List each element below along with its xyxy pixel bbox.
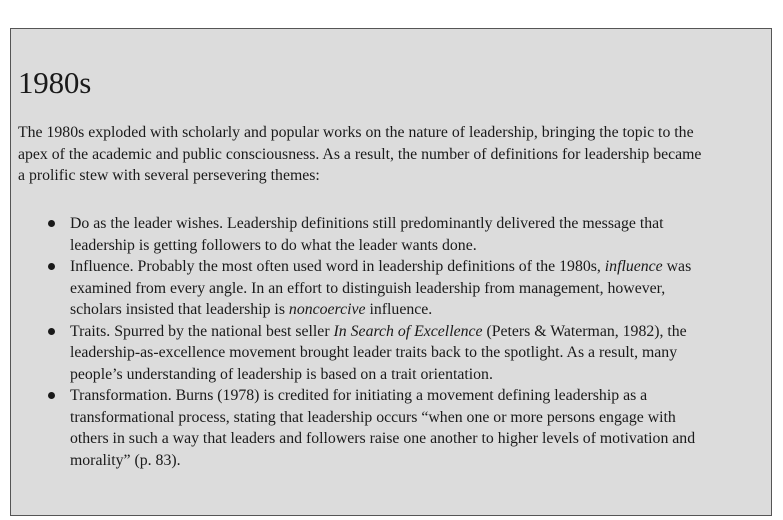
bullet-icon <box>48 220 55 227</box>
line-text: (Peters & Waterman, 1982), the <box>482 322 687 340</box>
text-box <box>10 28 772 516</box>
line-text: was <box>662 258 692 275</box>
emphasis-text: noncoercive <box>288 301 366 318</box>
list-item-transformation <box>11 385 773 471</box>
intro-line: apex of the academic and public consciousness. As a result, the number of definitions for leadership became <box>18 145 702 163</box>
list-item-line: Transformation. Burns (1978) is credited for initiating a movement defining leadership as a <box>70 387 648 404</box>
line-text: scholars insisted that leadership is <box>70 301 289 318</box>
list-item-line <box>70 256 763 278</box>
list-item-line: transformational process, stating that leadership occurs “when one or more persons engage with <box>70 408 676 426</box>
intro-line: The 1980s exploded with scholarly and popular works on the nature of leadership, bringing the topic to the <box>18 124 694 141</box>
line-text: Influence. Probably the most often used word in leadership definitions of the 1980s, <box>70 258 605 275</box>
bullet-icon <box>48 328 55 335</box>
intro-paragraph <box>18 122 770 187</box>
list-item-line: people’s understanding of leadership is based on a trait orientation. <box>70 365 493 383</box>
list-item-line: leadership is getting followers to do what the leader wants done. <box>70 236 477 254</box>
list-item-line <box>70 321 763 343</box>
list-item-influence <box>11 256 773 321</box>
emphasis-text: influence <box>604 258 663 275</box>
line-text: Traits. Spurred by the national best seller <box>70 322 334 340</box>
book-title: In Search of Excellence <box>333 322 483 340</box>
list-item-line: others in such a way that leaders and followers raise one another to higher levels of motivation and <box>70 430 696 447</box>
section-heading: 1980s <box>18 65 92 100</box>
list-item-line: morality” (p. 83). <box>70 451 181 469</box>
list-item-line: Do as the leader wishes. Leadership definitions still predominantly delivered the message that <box>70 215 664 232</box>
list-item-line: examined from every angle. In an effort to distinguish leadership from management, however, <box>70 279 666 297</box>
intro-line: a prolific stew with several persevering themes: <box>18 167 320 184</box>
list-item-traits <box>11 321 773 386</box>
list-item-leader-wishes <box>11 213 773 256</box>
line-text: influence. <box>365 301 433 318</box>
list-item-line <box>70 299 763 321</box>
bullet-icon <box>48 392 55 399</box>
themes-list <box>11 213 773 471</box>
list-item-line: leadership-as-excellence movement brought leader traits back to the spotlight. As a result, many <box>70 344 678 361</box>
bullet-icon <box>48 263 55 270</box>
